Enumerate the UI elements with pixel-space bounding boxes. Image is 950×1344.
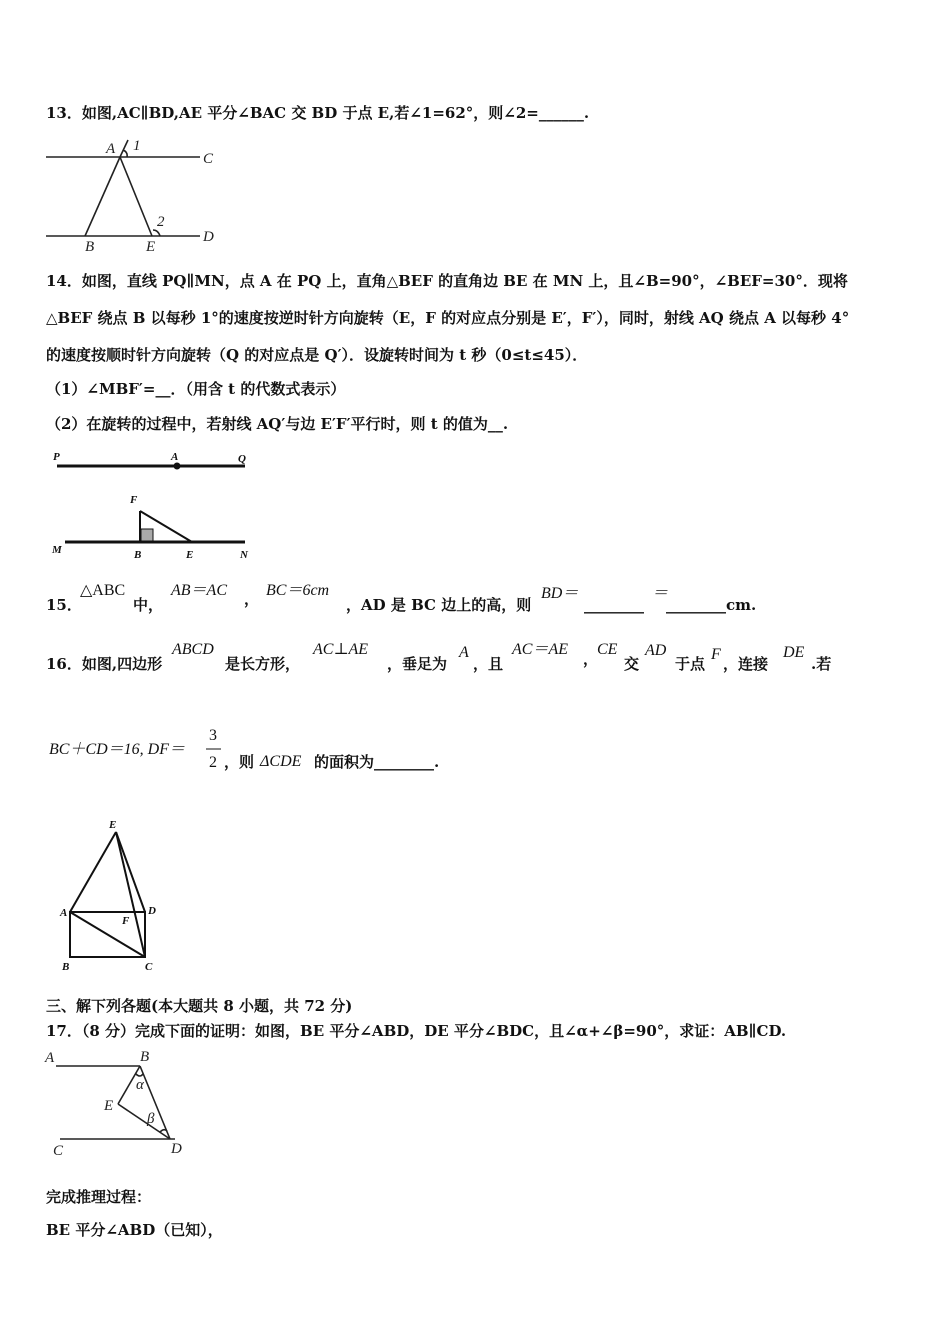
q13-label-2: 2 [157, 214, 165, 230]
q16-yudian: 于点 [675, 655, 706, 673]
q13-label-c: C [203, 151, 214, 167]
q16-label-a: A [60, 907, 68, 919]
q15-zhong: 中， [133, 596, 164, 614]
q16-ac-perp-ae: AC⊥AE [313, 641, 369, 658]
q15-number: 15． [46, 596, 82, 614]
q17-label-beta: β [147, 1111, 155, 1127]
q17-text: 17．（8 分）完成下面的证明：如图，BE 平分∠ABD，DE 平分∠BDC，且∠α+∠β=90°，求证：AB∥CD. [46, 1022, 787, 1040]
q14-label-n: N [240, 549, 248, 561]
q15-bd: BD＝ [541, 585, 579, 602]
q15-comma: ， [244, 590, 260, 608]
q16-f: F [711, 646, 721, 663]
q14-label-m: M [52, 544, 62, 556]
q15-triangle: △ABC [80, 582, 126, 599]
q14-label-f: F [130, 494, 138, 506]
q17-label-c: C [53, 1143, 64, 1159]
q17-step-1: BE 平分∠ABD（已知）， [46, 1221, 223, 1239]
q17-label-alpha: α [136, 1077, 144, 1093]
q16-label-c: C [145, 961, 153, 973]
q17-label-a: A [45, 1050, 55, 1066]
q15-ab-eq-ac: AB＝AC [171, 582, 227, 599]
q14-sub2: （2）在旋转的过程中，若射线 AQ′与边 E′F′平行时，则 t 的值为__. [46, 415, 509, 433]
q16-lianjie: ，连接 [723, 655, 769, 673]
q13-label-d: D [203, 229, 214, 245]
q16-foot: ，垂足为 [387, 655, 448, 673]
q16-triangle-cde: ΔCDE [260, 753, 302, 770]
q16-condition: BC＋CD＝16, DF＝ [49, 741, 186, 758]
q16-ad: AD [645, 642, 667, 659]
q13-label-b: B [85, 239, 95, 255]
q16-number: 16．如图,四边形 [46, 655, 163, 673]
q15-equals: ＝ [652, 585, 669, 602]
q14-label-e: E [186, 549, 194, 561]
q17-label-d: D [171, 1141, 182, 1157]
q16-fraction-numerator: 3 [209, 727, 217, 744]
q15-blank2: ________cm. [666, 596, 757, 614]
q16-a: A [459, 644, 469, 661]
q14-sub1: （1）∠MBF′=__．（用含 t 的代数式表示） [46, 380, 346, 398]
section-3-heading: 三、解下列各题(本大题共 8 小题，共 72 分) [46, 997, 353, 1015]
q16-ac-eq-ae: AC＝AE [512, 641, 568, 658]
q16-de: DE [783, 644, 805, 661]
q17-label-e: E [104, 1098, 114, 1114]
q16-qie: ，且 [473, 655, 504, 673]
q16-fraction-denominator: 2 [209, 754, 217, 771]
q14-line3: 的速度按顺时针方向旋转（Q 的对应点是 Q′）．设旋转时间为 t 秒（0≤t≤45）． [46, 346, 588, 364]
q16-label-b: B [62, 961, 70, 973]
q13-label-a: A [106, 141, 116, 157]
q16-label-e: E [109, 819, 117, 831]
q14-label-q: Q [238, 453, 246, 465]
q16-tail: 的面积为________. [314, 753, 440, 771]
q14-line2: △BEF 绕点 B 以每秒 1°的速度按逆时针方向旋转（E，F 的对应点分别是 E′，F′），同时，射线 AQ 绕点 A 以每秒 4° [46, 309, 850, 327]
q16-abcd: ABCD [172, 641, 214, 658]
q14-label-a: A [171, 451, 179, 463]
q14-line1: 14．如图，直线 PQ∥MN，点 A 在 PQ 上，直角△BEF 的直角边 BE 在 MN 上，且∠B=90°，∠BEF=30°．现将 [46, 272, 848, 290]
q16-jiao: 交 [624, 655, 640, 673]
q13-label-e: E [146, 239, 156, 255]
q15-bc-eq: BC＝6cm [266, 582, 330, 599]
q17-alpha-arc [136, 1074, 143, 1076]
q14-label-b: B [134, 549, 142, 561]
q17-complete-heading: 完成推理过程： [46, 1188, 152, 1206]
q13-label-1: 1 [133, 138, 141, 154]
q16-label-f: F [122, 915, 130, 927]
q16-comma: ， [583, 650, 599, 668]
q15-middle-text: ，AD 是 BC 边上的高，则 [346, 596, 532, 614]
q16-label-d: D [148, 905, 156, 917]
q16-rect: 是长方形， [225, 655, 301, 673]
q17-label-b: B [140, 1049, 150, 1065]
q13-text: 13．如图,AC∥BD,AE 平分∠BAC 交 BD 于点 E,若∠1=62°，则∠2=______. [46, 104, 590, 122]
q16-ze: ，则 [224, 753, 255, 771]
q15-blank1: ________ [584, 596, 644, 614]
q14-label-p: P [53, 451, 60, 463]
q17-beta-arc [160, 1130, 167, 1132]
q16-ruo: .若 [811, 655, 832, 673]
q16-ce: CE [597, 641, 618, 658]
